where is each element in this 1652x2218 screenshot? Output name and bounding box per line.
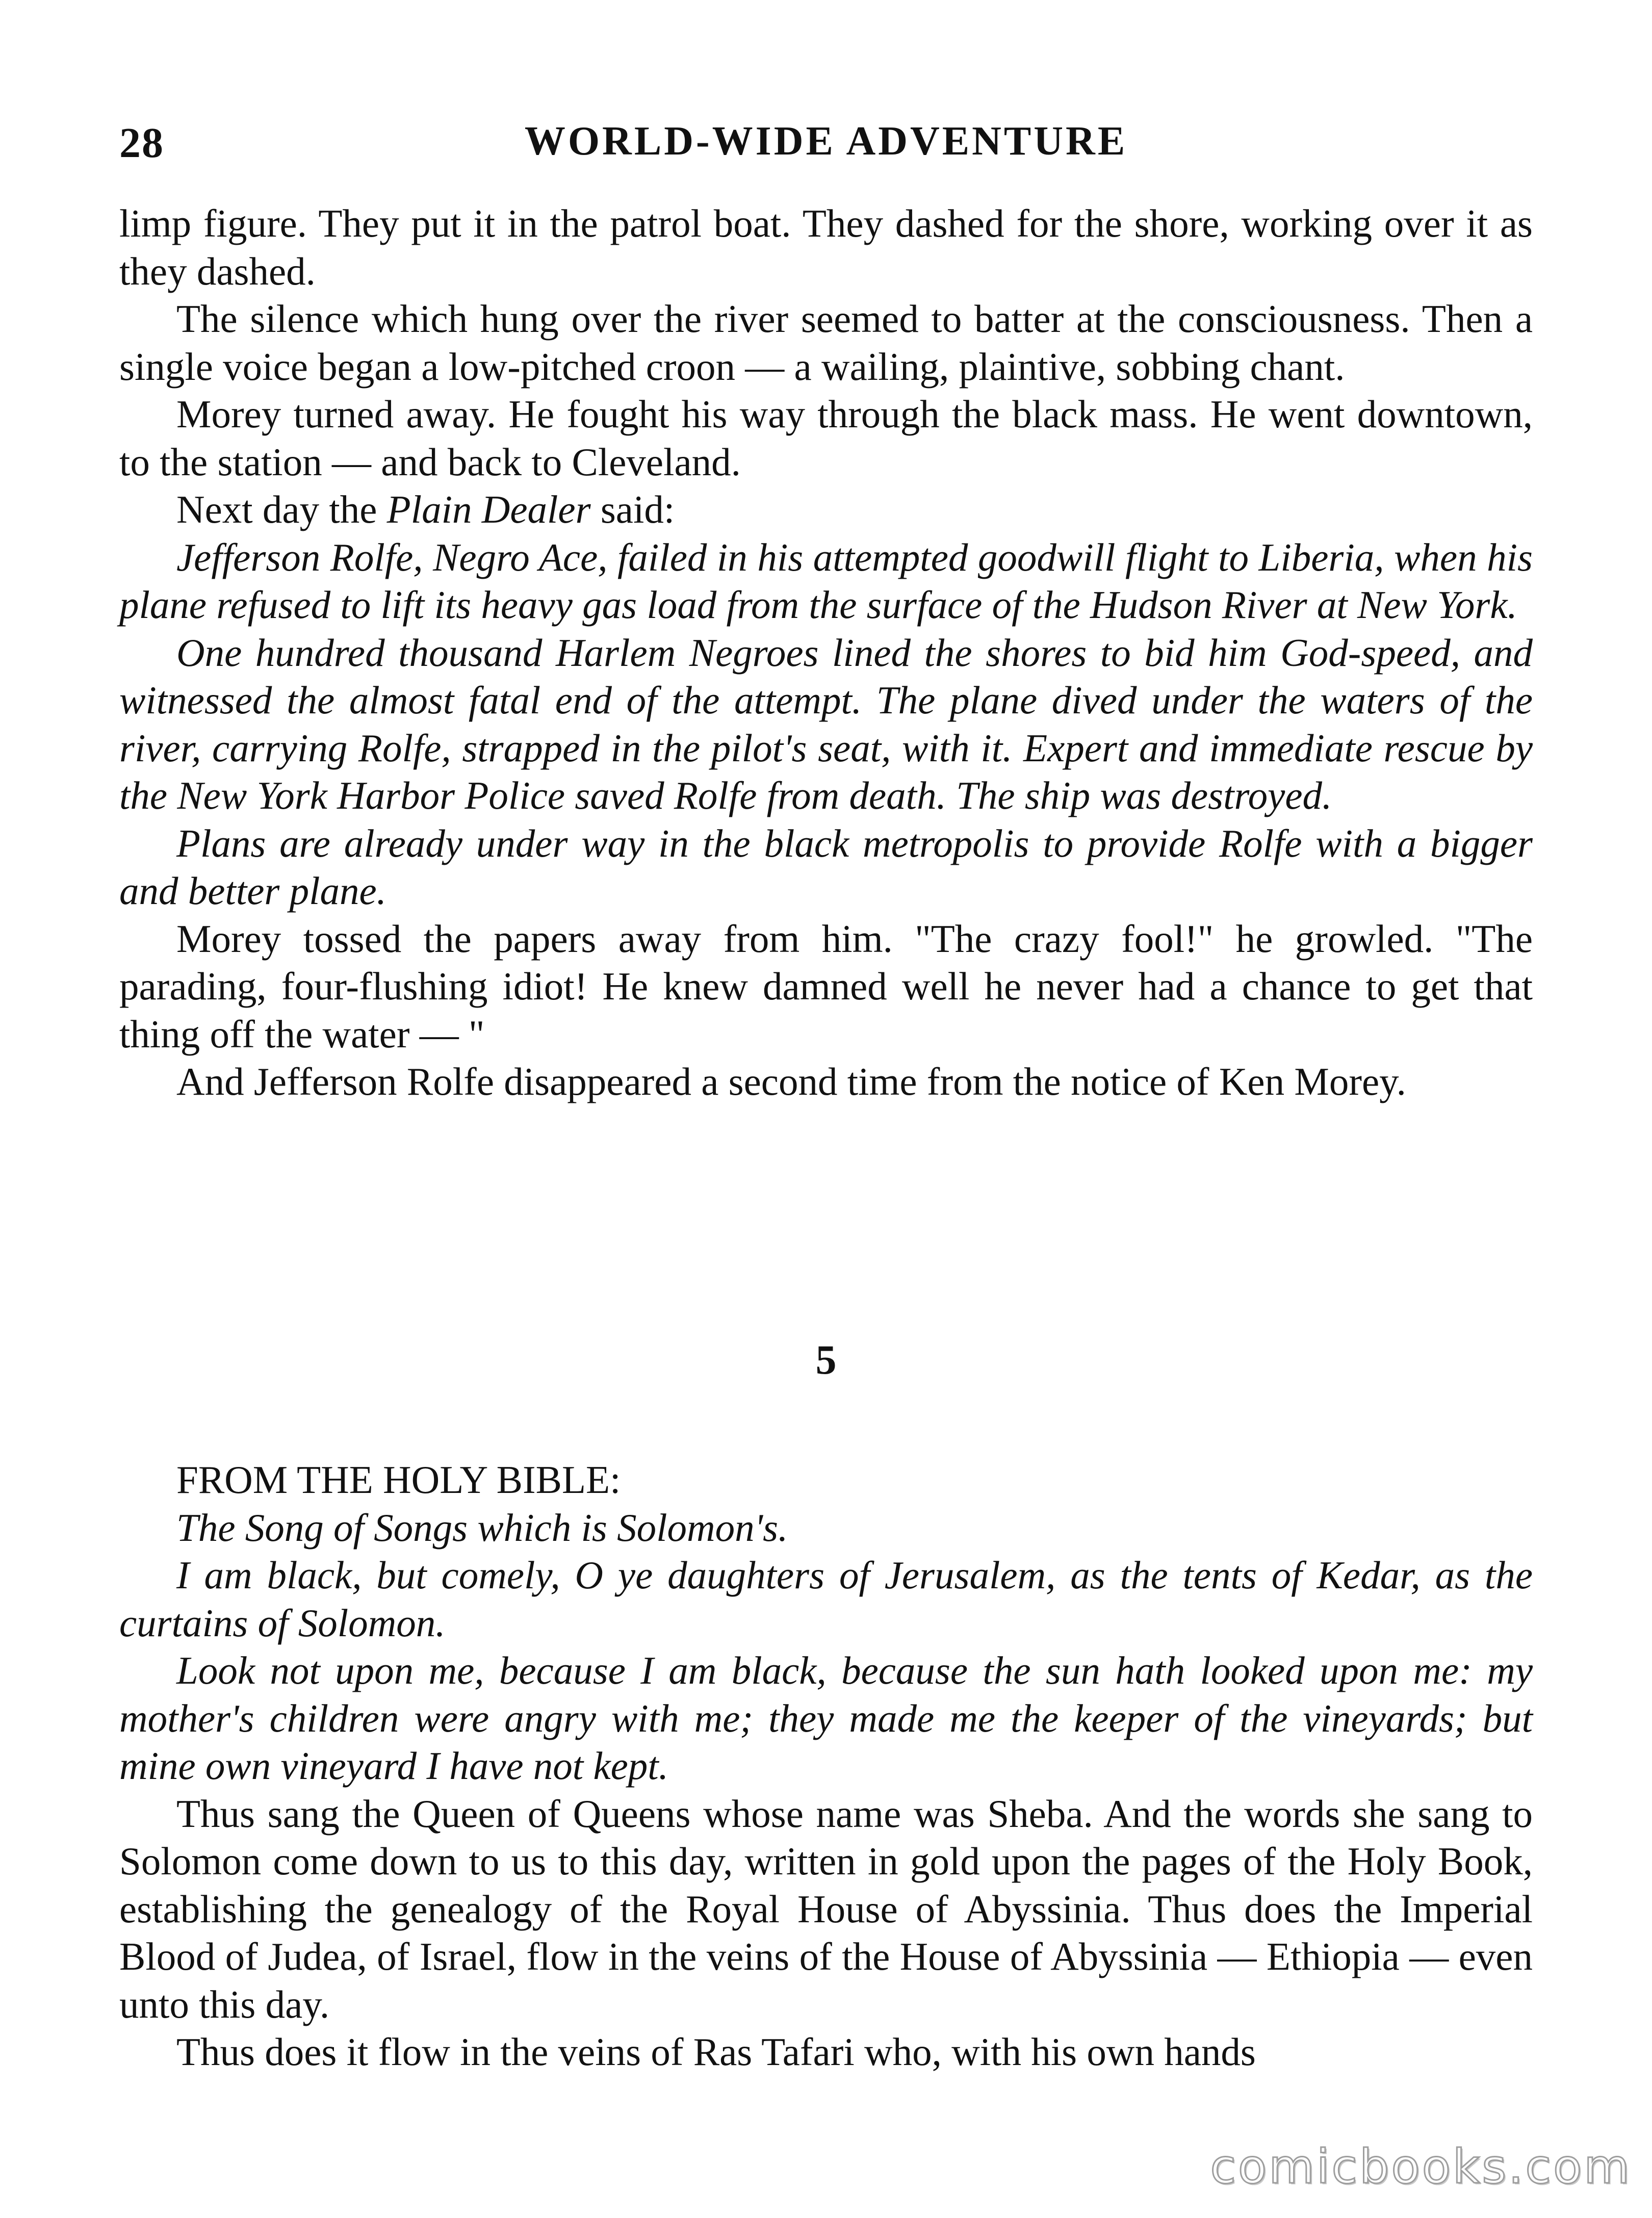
watermark-logo: comicbooks.com xyxy=(1210,2139,1632,2194)
paragraph: Morey turned away. He fought his way through the black mass. He went downtown, to the station — and back to Cleveland. xyxy=(119,392,1533,484)
newspaper-quote: Plans are already under way in the black metropolis to provide Rolfe with a bigger and better plane. xyxy=(119,821,1533,913)
paragraph: Thus does it flow in the veins of Ras Tafari who, with his own hands xyxy=(176,2030,1256,2074)
text-run: Next day the xyxy=(176,487,387,531)
text-run: said: xyxy=(590,487,675,531)
page-number: 28 xyxy=(119,119,164,167)
paragraph xyxy=(119,486,1533,534)
page-header xyxy=(119,118,1533,174)
section-heading: FROM THE HOLY BIBLE: xyxy=(176,1458,621,1502)
newspaper-name: Plain Dealer xyxy=(386,487,591,531)
newspaper-quote: Jefferson Rolfe, Negro Ace, failed in his attempted goodwill flight to Liberia, when his plane refused to lift its heavy gas load from the surface of the Hudson River at New York. xyxy=(119,535,1533,627)
body-text-top xyxy=(119,200,1533,1106)
paragraph: The silence which hung over the river seemed to batter at the consciousness. Then a single voice began a low-pitched croon — a wailing, plaintive, sobbing chant. xyxy=(119,297,1533,389)
paragraph: Morey tossed the papers away from him. "The crazy fool!" he growled. "The parading, four-flushing idiot! He knew damned well he never had a chance to get that thing off the water — " xyxy=(119,916,1533,1056)
paragraph: limp figure. They put it in the patrol boat. They dashed for the shore, working over it as they dashed. xyxy=(119,201,1533,293)
paragraph: And Jefferson Rolfe disappeared a second time from the notice of Ken Morey. xyxy=(176,1060,1406,1103)
paragraph: Thus sang the Queen of Queens whose name was Sheba. And the words she sang to Solomon come down to us to this day, written in gold upon the pages of the Holy Book, establishing the genealogy of the Royal House of Abyssinia. Thus does the Imperial Blood of Judea, of Israel, flow in the veins of the House of Abyssinia — Ethiopia — even unto this day. xyxy=(119,1791,1533,2026)
running-head: WORLD-WIDE ADVENTURE xyxy=(524,119,1128,164)
bible-verse: I am black, but comely, O ye daughters of Jerusalem, as the tents of Kedar, as the curtains of Solomon. xyxy=(119,1553,1533,1645)
newspaper-quote: One hundred thousand Harlem Negroes lined the shores to bid him God-speed, and witnessed the almost fatal end of the attempt. The plane dived under the waters of the river, carrying Rolfe, strapped in the pilot's seat, with it. Expert and immediate rescue by the New York Harbor Police saved Rolfe from death. The ship was destroyed. xyxy=(119,630,1533,817)
bible-verse: Look not upon me, because I am black, because the sun hath looked upon me: my mother's children were angry with me; they made me the keeper of the vineyards; but mine own vineyard I have not kept. xyxy=(119,1648,1533,1788)
section-number: 5 xyxy=(815,1336,837,1383)
bible-verse: The Song of Songs which is Solomon's. xyxy=(176,1505,788,1550)
body-text-bottom xyxy=(119,1456,1533,2076)
